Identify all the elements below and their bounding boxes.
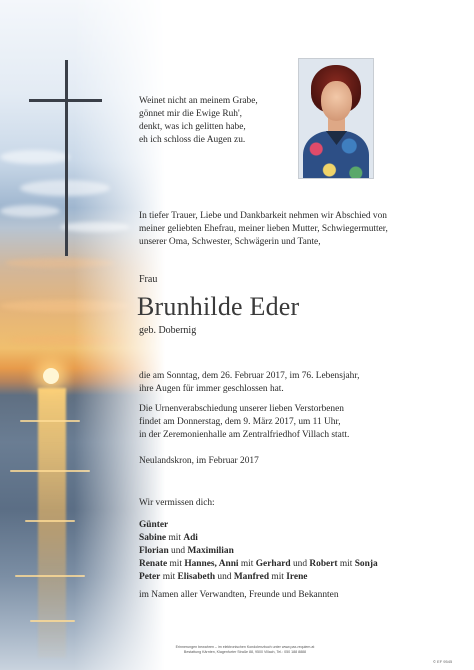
intro-line: meiner geliebten Ehefrau, meiner lieben Mutter, Schwiegermutter,	[139, 224, 388, 234]
print-code: © EF 9545	[433, 659, 453, 664]
family-list	[139, 519, 429, 584]
maiden-name: geb. Dobernig	[139, 325, 197, 336]
family-line	[139, 571, 429, 584]
family-member: Gerhard	[255, 559, 291, 569]
death-notice	[139, 370, 389, 396]
connector: mit	[168, 533, 181, 543]
family-line	[139, 519, 429, 532]
family-line	[139, 545, 429, 558]
intro-line: unserer Oma, Schwester, Schwägerin und Tante,	[139, 237, 321, 247]
connector: mit	[162, 572, 176, 582]
poem	[139, 95, 299, 147]
connector: und	[292, 559, 308, 569]
salutation: Frau	[139, 274, 158, 285]
cross-beam	[29, 99, 102, 102]
family-member: Maximilian	[187, 546, 234, 556]
ceremony-line: findet am Donnerstag, dem 9. März 2017, um 11 Uhr,	[139, 417, 341, 427]
footer	[140, 645, 350, 655]
poem-line: Weinet nicht an meinem Grabe,	[139, 96, 258, 106]
connector: und	[217, 572, 232, 582]
death-line: die am Sonntag, dem 26. Februar 2017, im 76. Lebensjahr,	[139, 371, 360, 381]
family-line	[139, 558, 429, 571]
poem-line: gönnet mir die Ewige Ruh',	[139, 109, 242, 119]
connector: und	[171, 546, 186, 556]
death-line: ihre Augen für immer geschlossen hat.	[139, 384, 284, 394]
connector: mit	[240, 559, 254, 569]
family-member: Irene	[286, 572, 308, 582]
sun-icon	[43, 368, 59, 384]
family-member: Manfred	[233, 572, 270, 582]
family-member: Hannes, Anni	[184, 559, 239, 569]
family-line	[139, 532, 429, 545]
family-member: Elisabeth	[177, 572, 216, 582]
intro-text	[139, 210, 389, 249]
cross-icon	[65, 60, 68, 256]
family-member: Renate	[139, 559, 168, 569]
intro-line: In tiefer Trauer, Liebe und Dankbarkeit nehmen wir Abschied von	[139, 211, 387, 221]
place-date: Neulandskron, im Februar 2017	[139, 456, 259, 466]
family-member: Sonja	[354, 559, 378, 569]
connector: mit	[169, 559, 182, 569]
deceased-name: Brunhilde Eder	[137, 292, 300, 321]
family-member: Günter	[139, 520, 169, 530]
poem-line: denkt, was ich gelitten habe,	[139, 122, 246, 132]
family-member: Florian	[139, 546, 169, 556]
relatives-note: im Namen aller Verwandten, Freunde und Bekannten	[139, 590, 339, 600]
ceremony-notice	[139, 403, 399, 442]
connector: mit	[271, 572, 284, 582]
footer-line: Bestattung Kärnten, Klagenfurter Straße 88, 9500 Villach, Tel.: 050 188 8888	[183, 650, 307, 654]
portrait-photo	[298, 58, 374, 179]
footer-line: Erinnerungen bewahren – im elektronischen Kondolenzbuch unter www.pax-requiem.at	[175, 645, 315, 649]
family-member: Peter	[139, 572, 161, 582]
miss-heading: Wir vermissen dich:	[139, 498, 215, 508]
ceremony-line: in der Zeremonienhalle am Zentralfriedhof Villach statt.	[139, 430, 350, 440]
connector: mit	[339, 559, 353, 569]
family-member: Adi	[183, 533, 198, 543]
family-member: Sabine	[139, 533, 167, 543]
family-member: Robert	[309, 559, 338, 569]
poem-line: eh ich schloss die Augen zu.	[139, 135, 246, 145]
ceremony-line: Die Urnenverabschiedung unserer lieben Verstorbenen	[139, 404, 344, 414]
